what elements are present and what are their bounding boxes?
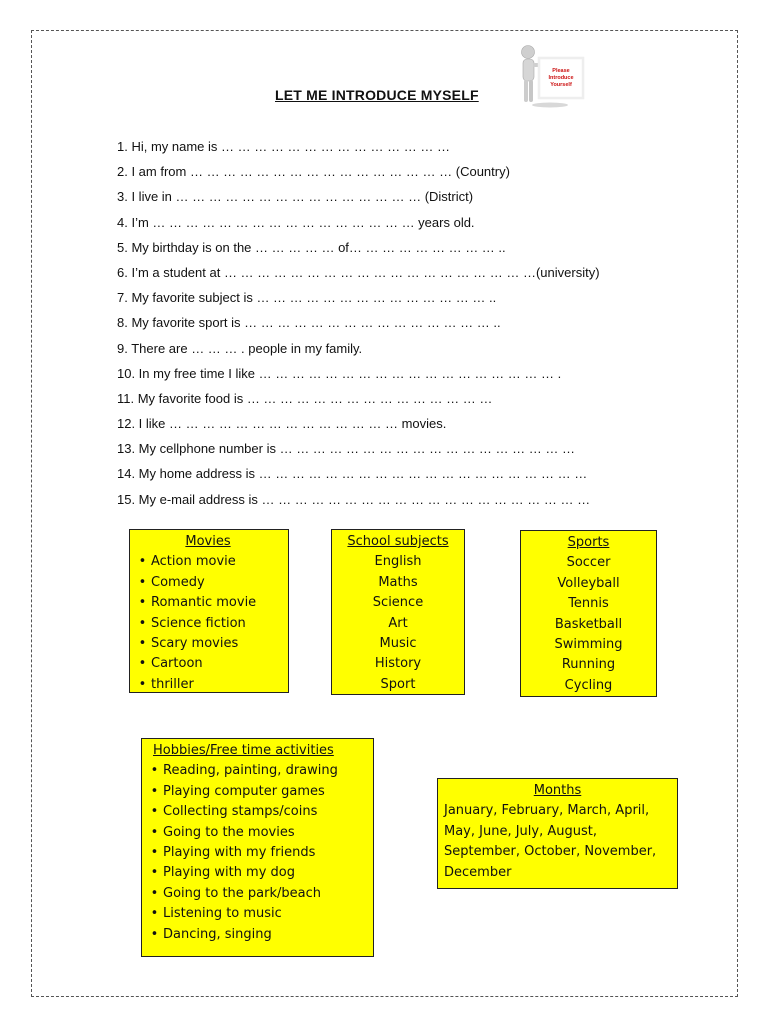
list-item: Running xyxy=(561,657,616,673)
list-item: • Science fiction xyxy=(134,614,282,634)
question-6: 6. I’m a student at … … … … … … … … … … … … … … … … … … …(university) xyxy=(117,264,600,280)
sports-list xyxy=(521,553,656,696)
list-item: • Dancing, singing xyxy=(146,925,367,945)
question-1: 1. Hi, my name is … … … … … … … … … … … … … … xyxy=(117,139,450,154)
movies-heading: Movies xyxy=(185,534,231,549)
person-holding-sign-illustration xyxy=(515,44,585,108)
question-11: 11. My favorite food is … … … … … … … … … … … … … … … xyxy=(117,390,493,406)
question-list xyxy=(117,138,600,516)
list-item: • Going to the movies xyxy=(146,823,367,843)
question-5: 5. My birthday is on the … … … … … of… … … … … … … … … .. xyxy=(117,239,506,255)
question-7: 7. My favorite subject is … … … … … … … … … … … … … … .. xyxy=(117,290,497,306)
question-3: 3. I live in … … … … … … … … … … … … … … … (District) xyxy=(117,189,474,205)
list-item: Maths xyxy=(378,574,418,590)
list-item: History xyxy=(374,656,422,672)
list-item: • Listening to music xyxy=(146,904,367,924)
list-item: • Action movie xyxy=(134,552,282,572)
list-item: Basketball xyxy=(554,616,623,632)
question-9: 9. There are … … … . people in my family. xyxy=(117,340,363,356)
list-item: • Scary movies xyxy=(134,634,282,654)
list-item: Sport xyxy=(380,676,416,692)
list-item: • Cartoon xyxy=(134,654,282,674)
list-item: Soccer xyxy=(566,555,611,571)
list-item: Music xyxy=(379,636,417,652)
hobbies-box xyxy=(141,738,374,957)
question-10: 10. In my free time I like … … … … … … … … … … … … … … … … … … . xyxy=(117,365,562,381)
sports-box xyxy=(520,530,657,697)
list-item: Art xyxy=(388,615,408,631)
list-item: • Romantic movie xyxy=(134,593,282,613)
question-8: 8. My favorite sport is … … … … … … … … … … … … … … … .. xyxy=(117,315,501,331)
school-subjects-box xyxy=(331,529,465,695)
list-item: English xyxy=(374,554,422,570)
list-item: Volleyball xyxy=(557,575,620,591)
list-item: • Reading, painting, drawing xyxy=(146,761,367,781)
school-subjects-list xyxy=(332,552,464,695)
question-12: 12. I like … … … … … … … … … … … … … … movies. xyxy=(117,416,447,432)
list-item: • Playing computer games xyxy=(146,782,367,802)
list-item: • thriller xyxy=(134,675,282,695)
list-item: Tennis xyxy=(568,596,609,612)
movies-list xyxy=(134,552,282,695)
list-item: Swimming xyxy=(554,637,623,653)
months-text: January, February, March, April, May, June, July, August, September, October, November, December xyxy=(444,803,657,880)
movies-box xyxy=(129,529,289,693)
sign-line-1: Please xyxy=(552,68,570,74)
question-14: 14. My home address is … … … … … … … … … … … … … … … … … … … … xyxy=(117,466,588,482)
sports-heading: Sports xyxy=(567,535,610,550)
question-13: 13. My cellphone number is … … … … … … … … … … … … … … … … … … xyxy=(117,441,575,457)
question-4: 4. I’m … … … … … … … … … … … … … … … … years old. xyxy=(117,214,475,230)
list-item: • Playing with my friends xyxy=(146,843,367,863)
list-item: • Comedy xyxy=(134,573,282,593)
sign-line-3: Yourself xyxy=(550,82,572,88)
list-item: • Collecting stamps/coins xyxy=(146,802,367,822)
hobbies-heading: Hobbies/Free time activities xyxy=(153,743,334,758)
school-subjects-heading: School subjects xyxy=(347,534,449,549)
list-item: • Playing with my dog xyxy=(146,863,367,883)
months-heading: Months xyxy=(533,783,582,798)
question-15: 15. My e-mail address is … … … … … … … … … … … … … … … … … … … … xyxy=(117,491,591,507)
sign-line-2: Introduce xyxy=(548,75,574,81)
list-item: • Going to the park/beach xyxy=(146,884,367,904)
list-item: Cycling xyxy=(564,677,613,693)
months-box xyxy=(437,778,678,889)
worksheet-title: LET ME INTRODUCE MYSELF xyxy=(275,87,479,103)
question-2: 2. I am from … … … … … … … … … … … … … … … … (Country) xyxy=(117,164,510,180)
list-item: Science xyxy=(372,595,424,611)
hobbies-list xyxy=(146,761,367,945)
